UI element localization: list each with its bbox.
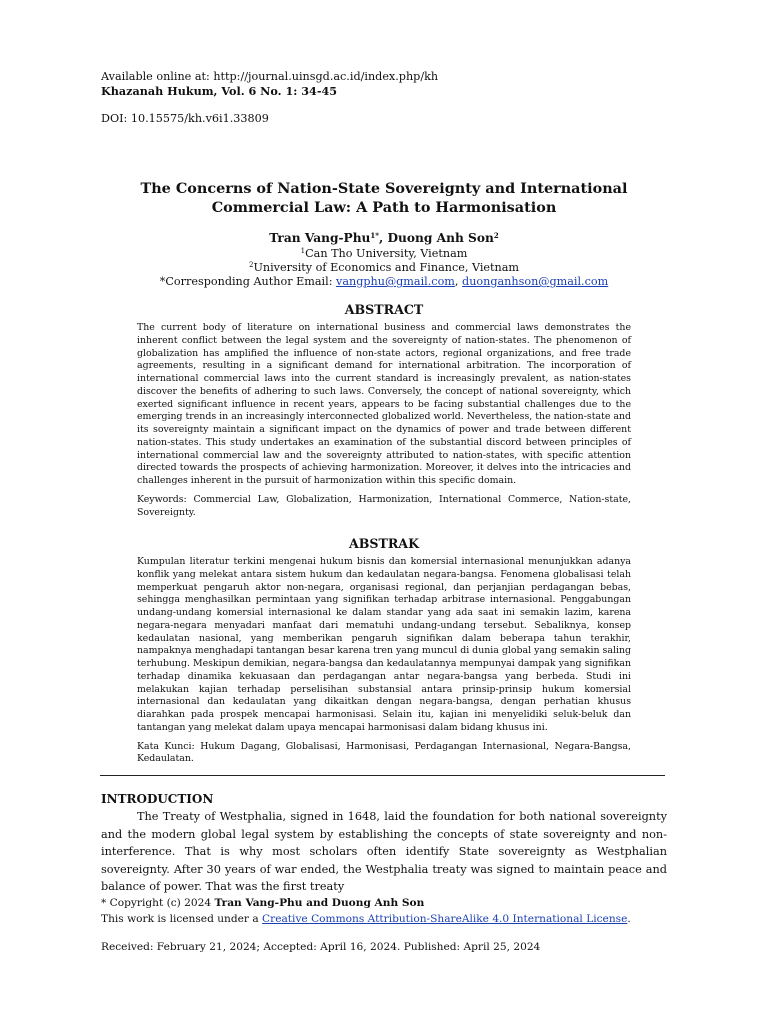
abstract-heading: ABSTRACT <box>344 302 424 317</box>
author-separator: , <box>378 231 388 245</box>
author-2: Duong Anh Son <box>387 231 494 245</box>
author-2-superscript: 2 <box>493 231 499 240</box>
copyright-line <box>101 896 424 910</box>
journal-reference: Khazanah Hukum, Vol. 6 No. 1: 34-45 <box>101 84 338 98</box>
license-suffix: . <box>627 913 631 925</box>
email-separator: , <box>454 275 463 288</box>
email-link-1[interactable]: vangphu@gmail.com <box>336 275 455 288</box>
author-1-superscript: 1* <box>370 231 379 240</box>
publication-dates: Received: February 21, 2024; Accepted: April 16, 2024. Published: April 25, 2024 <box>101 941 541 953</box>
abstrak-section <box>137 556 631 766</box>
introduction-heading: INTRODUCTION <box>101 792 214 806</box>
affiliation-1-text: Can Tho University, Vietnam <box>305 247 468 260</box>
affiliation-2 <box>100 260 668 275</box>
abstrak-heading: ABSTRAK <box>348 536 420 551</box>
copyright-prefix: * Copyright (c) 2024 <box>101 897 215 909</box>
introduction-body: The Treaty of Westphalia, signed in 1648, laid the foundation for both national sovereignty and the modern global legal system by establishing the concepts of state sovereignty and non-interference. That is why most scholars often identify State sovereignty as Westphalian sovereignty. After 30 years of war ended, the Westphalia treaty was signed to maintain peace and balance of power. That was the first treaty <box>101 810 667 894</box>
corresponding-author-line <box>100 274 668 289</box>
license-prefix: This work is licensed under a <box>101 913 263 925</box>
abstrak-keywords: Kata Kunci: Hukum Dagang, Globalisasi, Harmonisasi, Perdagangan Internasional, Negara-Bangsa, Kedaulatan. <box>137 740 631 765</box>
license-line <box>101 912 631 926</box>
abstract-section <box>137 322 631 519</box>
email-link-2[interactable]: duonganhson@gmail.com <box>462 275 609 288</box>
paper-title: The Concerns of Nation-State Sovereignty and International Commercial Law: A Path to Harmonisation <box>140 180 628 216</box>
license-link[interactable]: Creative Commons Attribution-ShareAlike 4.0 International License <box>262 913 628 925</box>
author-1: Tran Vang-Phu <box>269 231 371 245</box>
abstract-keywords: Keywords: Commercial Law, Globalization, Harmonization, International Commerce, Nation-state, Sovereignty. <box>137 493 631 518</box>
author-line <box>100 231 668 246</box>
doi-line: DOI: 10.15575/kh.v6i1.33809 <box>101 112 269 125</box>
affiliation-2-superscript: 2 <box>248 261 254 269</box>
abstrak-body: Kumpulan literatur terkini mengenai hukum bisnis dan komersial internasional menunjukkan adanya konflik yang melekat antara sistem hukum dan kedaulatan negara-bangsa. Fenomena globalisasi telah memperkuat pengaruh aktor non-negara, organisasi regional, dan perjanjian perdagangan bebas, sehingga menghasilkan permintaan yang signifikan terhadap arbitrase internasional. Penggabungan undang-undang komersial internasional ke dalam standar yang ada saat ini semakin lazim, karena negara-negara menyadari manfaat dari mematuhi undang-undang tersebut. Sebaliknya, konsep kedaulatan nasional, yang memberikan pengaruh signifikan dalam beberapa tahun terakhir, nampaknya menghadapi tantangan besar karena tren yang muncul di dunia global yang semakin saling terhubung. Meskipun demikian, negara-bangsa dan kedaulatannya mempunyai dampak yang signifikan terhadap dinamika kekuasaan dan perdagangan antar negara-bangsa yang berbeda. Studi ini melakukan kajian terhadap perselisihan substansial antara prinsip-prinsip hukum komersial internasional dan kedaulatan yang dikaitkan dengan negara-bangsa, dengan perhatian khusus diarahkan pada prospek mencapai harmonisasi. Selain itu, kajian ini menyelidiki seluk-beluk dan tantangan yang melekat dalam upaya mencapai harmonisasi dalam bidang khusus ini. <box>137 556 631 733</box>
abstract-body: The current body of literature on international business and commercial laws demonstrates the inherent conflict between the legal system and the sovereignty of nation-states. The phenomenon of globalization has amplified the influence of non-state actors, regional organizations, and free trade agreements, resulting in a significant demand for international arbitration. The incorporation of international commercial laws into the current standard is increasingly prevalent, as nation-states discover the benefits of adhering to such laws. Conversely, the concept of national sovereignty, which exerted significant influence in recent years, appears to be facing substantial challenges due to the emerging trends in an increasingly interconnected globalized world. Nevertheless, the nation-state and its sovereignty maintain a significant impact on the dynamics of power and trade between different nation-states. This study undertakes an examination of the substantial discord between principles of international commercial law and the sovereignty attributed to nation-states, with specific attention directed towards the prospects of achieving harmonization. Moreover, it delves into the intricacies and challenges inherent in the pursuit of harmonization within this specific domain. <box>137 322 631 486</box>
section-divider <box>100 775 665 776</box>
affiliation-1-superscript: 1 <box>300 247 306 255</box>
available-online-line: Available online at: http://journal.uinsgd.ac.id/index.php/kh <box>101 70 439 83</box>
affiliation-1 <box>100 246 668 261</box>
corresponding-label: *Corresponding Author Email: <box>159 275 337 288</box>
copyright-authors: Tran Vang-Phu and Duong Anh Son <box>214 897 425 909</box>
affiliation-2-text: University of Economics and Finance, Vietnam <box>253 261 520 274</box>
